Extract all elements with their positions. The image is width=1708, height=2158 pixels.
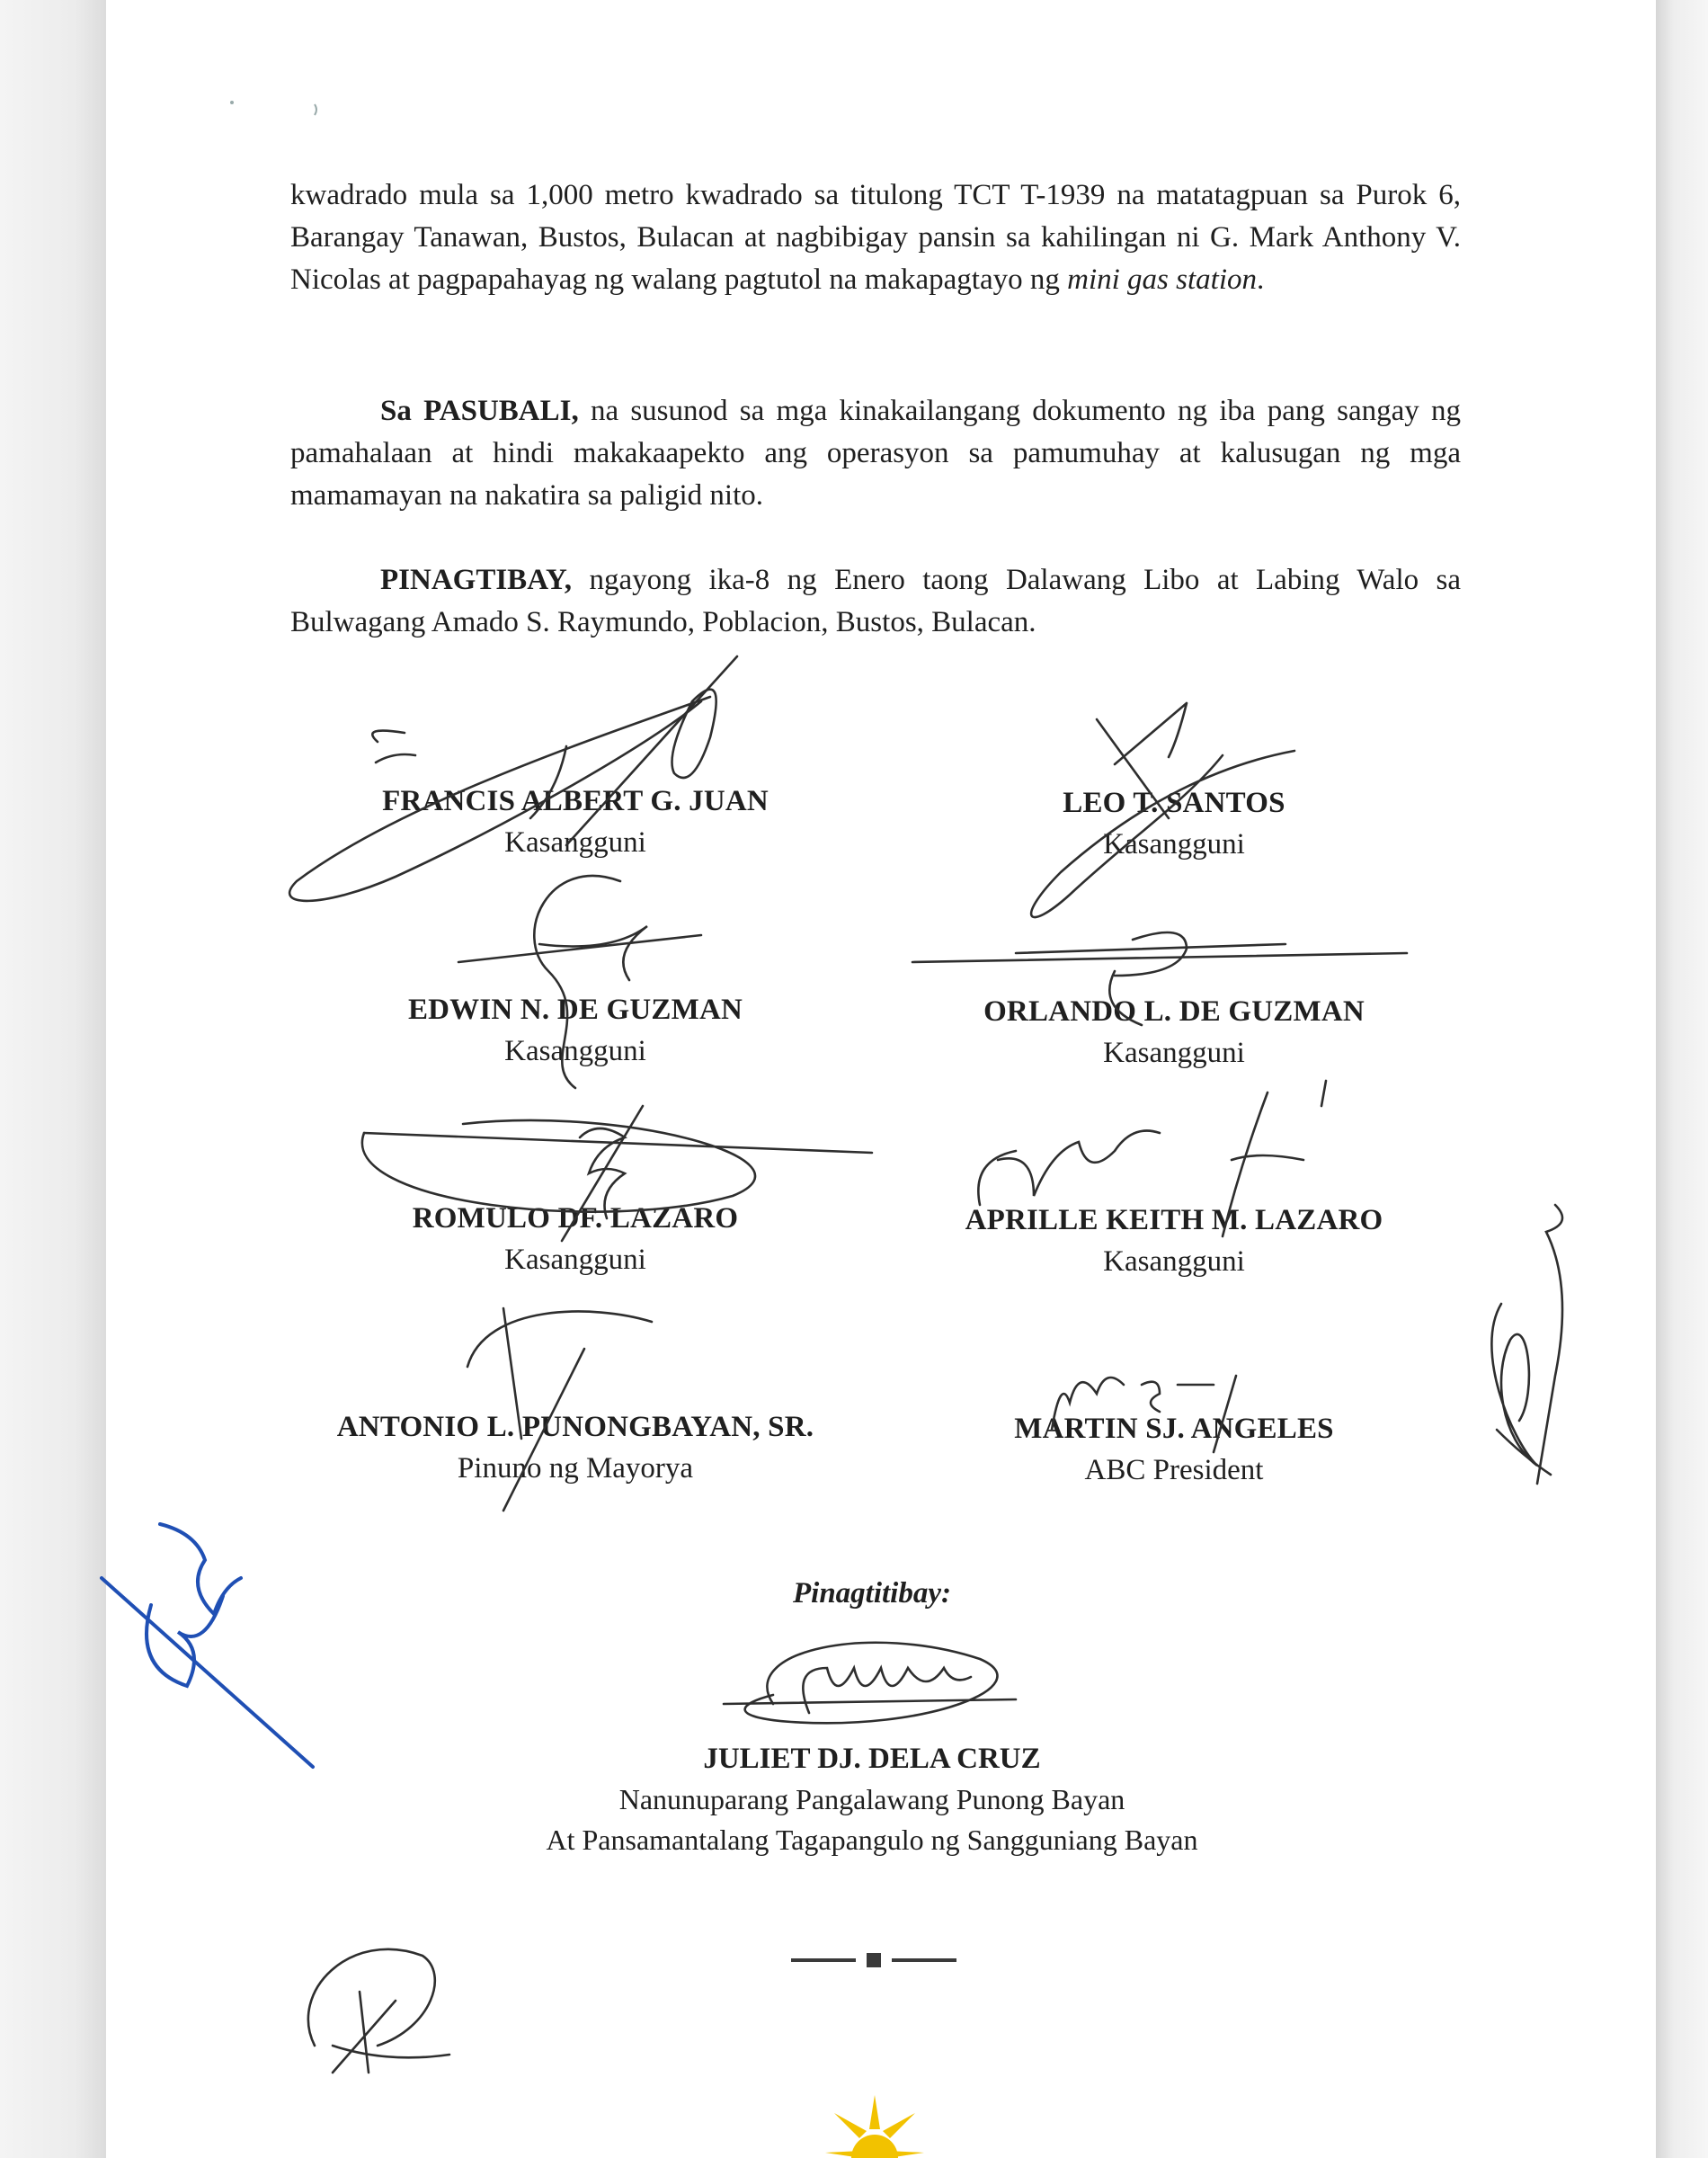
signatory-8 (895, 1408, 1453, 1491)
signatory-role: Kasangguni (504, 826, 646, 859)
paragraph-2-text: na susunod sa mga kinakailangang dokumento ng iba pang sangay ng pamahalaan at hindi makakaapekto ang operasyon sa pamumuhay at kalusugan ng mga mamamayan na nakatira sa paligid nito. (290, 395, 1461, 512)
signatory-role: Kasangguni (1103, 1245, 1245, 1278)
signatory-name: MARTIN SJ. ANGELES (1014, 1413, 1334, 1445)
signatory-role: Pinuno ng Mayorya (457, 1452, 694, 1485)
attestation-title-line2: At Pansamantalang Tagapangulo ng Sangguniang Bayan (546, 1824, 1198, 1856)
signatory-name: ANTONIO L. PUNONGBAYAN, SR. (336, 1411, 814, 1443)
paragraph-2 (290, 390, 1461, 517)
paragraph-3-text: ngayong ika-8 ng Enero taong Dalawang Libo at Labing Walo sa Bulwagang Amado S. Raymundo, Poblacion, Bustos, Bulacan. (290, 564, 1461, 638)
signatory-role: Kasangguni (1103, 828, 1245, 861)
signatory-name: ROMULO DF. LAZARO (412, 1202, 739, 1235)
scan-right-edge (1656, 0, 1708, 2158)
paragraph-3-lead: PINAGTIBAY, (380, 564, 573, 596)
signatory-role: Kasangguni (504, 1244, 646, 1276)
sun-emblem-icon (825, 2095, 924, 2158)
scan-left-edge (0, 0, 106, 2158)
signatory-6 (895, 1199, 1453, 1282)
signatory-4 (895, 991, 1453, 1074)
paragraph-1 (290, 174, 1461, 301)
signatory-7 (297, 1406, 854, 1489)
attestation-label: Pinagtitibay: (793, 1577, 951, 1610)
signatory-name: LEO T. SANTOS (1063, 787, 1285, 819)
attestation-name: JULIET DJ. DELA CRUZ (703, 1743, 1041, 1775)
signatory-role: Kasangguni (504, 1035, 646, 1067)
paragraph-2-lead: Sa PASUBALI, (380, 395, 579, 427)
signatory-name: EDWIN N. DE GUZMAN (407, 994, 743, 1026)
signatory-1 (297, 780, 854, 863)
signatory-name: ORLANDO L. DE GUZMAN (983, 995, 1365, 1028)
paragraph-3 (290, 559, 1461, 644)
signatory-2 (895, 782, 1453, 865)
footer-ornament (791, 1949, 956, 1971)
signatory-5 (297, 1198, 854, 1280)
signatory-role: Kasangguni (1103, 1037, 1245, 1069)
paragraph-1-text: kwadrado mula sa 1,000 metro kwadrado sa titulong TCT T-1939 na matatagpuan sa Purok 6, Barangay Tanawan, Bustos, Bulacan at nagbibigay pansin sa kahilingan ni G. Mark Anthony V. Nicolas at pagpapahayag ng walang pagtutol na makapagtayo ng (290, 179, 1461, 296)
signatory-name: FRANCIS ALBERT G. JUAN (382, 785, 769, 817)
attestation-title-line1: Nanunuparang Pangalawang Punong Bayan (618, 1783, 1125, 1815)
attestation-block (449, 1739, 1294, 1860)
signatory-role: ABC President (1084, 1454, 1264, 1486)
signatory-name: APRILLE KEITH M. LAZARO (965, 1204, 1383, 1236)
signatory-3 (297, 989, 854, 1072)
paragraph-1-italic: mini gas station (1067, 263, 1257, 296)
paragraph-1-end: . (1256, 263, 1265, 296)
